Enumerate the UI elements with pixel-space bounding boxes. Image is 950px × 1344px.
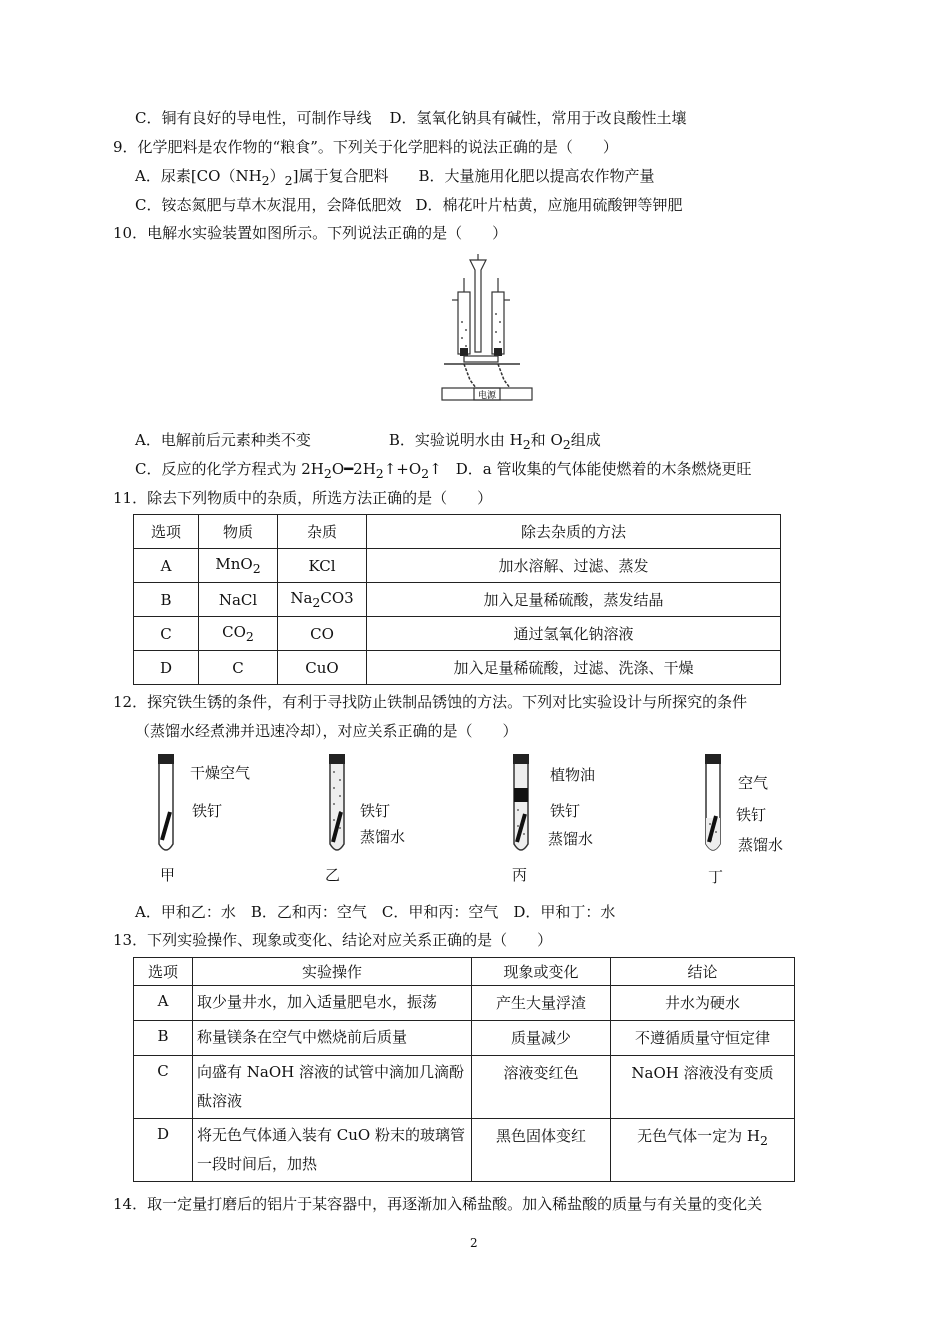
cell-option: C [134,617,199,651]
q10-option-row-2 [135,459,751,484]
tube-jia-label-2: 铁钉 [192,802,223,820]
cell-method: 加水溶解、过滤、蒸发 [367,549,781,583]
cell-phenomenon: 黑色固体变红 [472,1119,611,1182]
test-tube-yi-figure [322,752,352,862]
q10-option-d: D．a 管收集的气体能使燃着的木条燃烧更旺 [455,460,752,478]
tube-bing-label-2: 铁钉 [550,802,581,820]
cell-operation: 称量镁条在空气中燃烧前后质量 [193,1021,472,1056]
q11-stem: 11．除去下列物质中的杂质，所选方法正确的是（ ） [113,489,493,507]
tube-yi-name: 乙 [325,866,341,884]
col-header-option: 选项 [134,958,193,986]
q11-table [133,514,781,685]
cell-option: A [134,986,193,1021]
cell-method: 通过氢氧化钠溶液 [367,617,781,651]
q9-stem: 9．化学肥料是农作物的“粮食”。下列关于化学肥料的说法正确的是（ ） [113,138,618,156]
cell-method: 加入足量稀硫酸，过滤、洗涤、干燥 [367,651,781,685]
table-row [134,617,781,651]
q9-option-d: D．棉花叶片枯黄，应施用硫酸钾等钾肥 [415,196,683,214]
cell-substance: NaCl [199,583,278,617]
q12-stem-line-2: （蒸馏水经煮沸并迅速冷却），对应关系正确的是（ ） [135,722,518,740]
tube-ding-name: 丁 [708,868,724,886]
table-row [134,1119,795,1182]
tube-jia-name: 甲 [160,866,176,884]
col-header-method: 除去杂质的方法 [367,515,781,549]
q8-options [135,108,687,128]
tube-bing-name: 丙 [512,866,528,884]
tube-ding-label-2: 铁钉 [736,806,767,824]
cell-operation: 取少量井水，加入适量肥皂水，振荡 [193,986,472,1021]
page-number: 2 [470,1236,478,1250]
cell-substance: MnO$_2$ [199,549,278,583]
cell-conclusion: 无色气体一定为 $H_2$ [611,1119,795,1182]
col-header-substance: 物质 [199,515,278,549]
cell-conclusion: NaOH 溶液没有变质 [611,1056,795,1119]
q14-stem: 14．取一定量打磨后的铝片于某容器中，再逐渐加入稀盐酸。加入稀盐酸的质量与有关量的变化关 [113,1195,763,1213]
q9-option-row-2 [135,195,683,215]
cell-option: D [134,651,199,685]
cell-phenomenon: 产生大量浮渣 [472,986,611,1021]
q10-option-a: A．电解前后元素种类不变 [135,431,311,449]
table-row [134,986,795,1021]
tube-yi-label-1: 铁钉 [360,802,391,820]
cell-operation: 将无色气体通入装有 CuO 粉末的玻璃管一段时间后，加热 [193,1119,472,1182]
cell-substance: C [199,651,278,685]
tube-ding-label-3: 蒸馏水 [738,836,784,854]
cell-phenomenon: 溶液变红色 [472,1056,611,1119]
q12-options: A．甲和乙：水 B．乙和丙：空气 C．甲和丙：空气 D．甲和丁：水 [135,903,616,921]
q10-option-c: C．反应的化学方程式为 $2H_2O━2H_2↑+O_2↑$ [135,460,442,481]
table-header-row [134,958,795,986]
q8-option-d: D．氢氧化钠具有碱性，常用于改良酸性土壤 [389,109,687,127]
cell-impurity: CO [278,617,367,651]
cell-method: 加入足量稀硫酸，蒸发结晶 [367,583,781,617]
table-row [134,583,781,617]
q9-option-a: A．尿素$[CO(NH_2)_2]$属于复合肥料 [135,167,389,188]
q13-table [133,957,795,1182]
cell-impurity: CuO [278,651,367,685]
table-row [134,549,781,583]
col-header-phenomenon: 现象或变化 [472,958,611,986]
cell-option: A [134,549,199,583]
power-supply-label: 电源 [477,391,497,401]
table-row [134,651,781,685]
tube-bing-label-3: 蒸馏水 [548,830,594,848]
electrolysis-apparatus-figure [440,252,540,412]
tube-yi-label-2: 蒸馏水 [360,828,406,846]
q13-stem: 13．下列实验操作、现象或变化、结论对应关系正确的是（ ） [113,931,553,949]
cell-option: B [134,583,199,617]
test-tube-jia-figure [150,752,180,862]
col-header-option: 选项 [134,515,199,549]
cell-phenomenon: 质量减少 [472,1021,611,1056]
tube-jia-label-1: 干燥空气 [190,764,251,782]
table-row [134,1056,795,1119]
tube-bing-label-1: 植物油 [550,766,596,784]
cell-impurity: KCl [278,549,367,583]
test-tube-ding-figure [698,752,728,862]
cell-impurity: $Na_2CO3$ [278,583,367,617]
q10-option-b: B．实验说明水由 $H_2$和 $O_2$组成 [388,431,601,452]
test-tube-bing-figure [506,752,536,862]
q8-option-c: C．铜有良好的导电性，可制作导线 [135,109,372,127]
table-row [134,1021,795,1056]
col-header-conclusion: 结论 [611,958,795,986]
col-header-impurity: 杂质 [278,515,367,549]
q10-stem: 10．电解水实验装置如图所示。下列说法正确的是（ ） [113,224,508,242]
q10-option-row-1 [135,430,601,455]
cell-option: D [134,1119,193,1182]
table-header-row [134,515,781,549]
cell-option: C [134,1056,193,1119]
q12-stem-line-1: 12．探究铁生锈的条件，有利于寻找防止铁制品锈蚀的方法。下列对比实验设计与所探究的条件 [113,693,748,711]
cell-conclusion: 井水为硬水 [611,986,795,1021]
col-header-operation: 实验操作 [193,958,472,986]
cell-option: B [134,1021,193,1056]
q9-option-row-1 [135,166,654,191]
cell-operation: 向盛有 NaOH 溶液的试管中滴加几滴酚酞溶液 [193,1056,472,1119]
q9-option-b: B．大量施用化肥以提高农作物产量 [418,167,655,185]
cell-conclusion: 不遵循质量守恒定律 [611,1021,795,1056]
q9-option-c: C．铵态氮肥与草木灰混用，会降低肥效 [135,196,402,214]
cell-substance: $CO_2$ [199,617,278,651]
tube-ding-label-1: 空气 [738,774,769,792]
